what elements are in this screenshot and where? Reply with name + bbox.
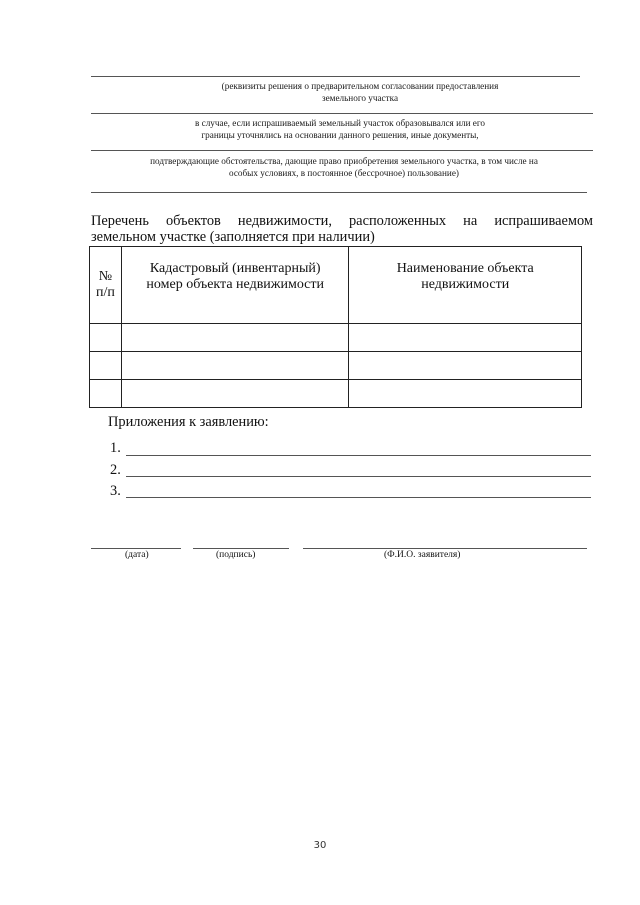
col-number-line1: № (98, 269, 113, 284)
attachment-number-1: 1. (110, 440, 121, 456)
table-cell-number[interactable] (90, 324, 122, 352)
attachment-line-3[interactable] (126, 497, 591, 498)
date-label: (дата) (125, 550, 149, 560)
decision-note-line1: (реквизиты решения о предварительном согласовании предоставления (221, 81, 499, 91)
col-object-name-line1: Наименование объекта (396, 261, 534, 276)
col-object-name-line2: недвижимости (421, 277, 510, 292)
col-cadastral-header (121, 247, 349, 324)
col-number-header (90, 247, 122, 324)
additional-documents-line[interactable] (91, 192, 587, 193)
confirming-documents-line[interactable] (91, 150, 593, 151)
signature-label: (подпись) (216, 550, 256, 560)
attachment-number-3: 3. (110, 483, 121, 499)
table-row (90, 352, 582, 380)
boundaries-note-line1: в случае, если испрашиваемый земельный участок образовывался или его (195, 118, 485, 128)
table-cell-number[interactable] (90, 380, 122, 408)
table-row (90, 324, 582, 352)
confirming-note-line2: особых условиях, в постоянное (бессрочное) пользование) (229, 168, 459, 178)
real-estate-objects-table (89, 246, 582, 408)
table-cell-object-name[interactable] (349, 380, 582, 408)
decision-requisites-note (160, 80, 560, 104)
boundaries-documents-line[interactable] (91, 113, 593, 114)
real-estate-list-heading-line1: Перечень объектов недвижимости, расположенных на испрашиваемом (91, 213, 593, 229)
real-estate-list-heading-line2: земельном участке (заполняется при наличии) (91, 229, 375, 245)
table-row (90, 380, 582, 408)
attachment-line-2[interactable] (126, 476, 591, 477)
confirming-note (96, 155, 592, 179)
attachment-line-1[interactable] (126, 455, 591, 456)
col-object-name-header (349, 247, 582, 324)
col-cadastral-line2: номер объекта недвижимости (146, 277, 324, 292)
date-line[interactable] (91, 548, 181, 549)
table-cell-object-name[interactable] (349, 352, 582, 380)
boundaries-note (140, 117, 540, 141)
confirming-note-line1: подтверждающие обстоятельства, дающие право приобретения земельного участка, в том числе на (150, 156, 538, 166)
boundaries-note-line2: границы уточнялись на основании данного решения, иные документы, (201, 130, 479, 140)
table-cell-cadastral[interactable] (121, 380, 349, 408)
attachments-title: Приложения к заявлению: (108, 414, 269, 430)
decision-requisites-line[interactable] (91, 76, 580, 77)
table-cell-cadastral[interactable] (121, 324, 349, 352)
table-cell-object-name[interactable] (349, 324, 582, 352)
attachment-number-2: 2. (110, 462, 121, 478)
table-header-row (90, 247, 582, 324)
col-cadastral-line1: Кадастровый (инвентарный) (149, 261, 321, 276)
applicant-name-label: (Ф.И.О. заявителя) (384, 550, 461, 560)
decision-note-line2: земельного участка (321, 93, 399, 103)
page-number: 30 (313, 840, 327, 851)
table-cell-cadastral[interactable] (121, 352, 349, 380)
signature-line[interactable] (193, 548, 289, 549)
table-cell-number[interactable] (90, 352, 122, 380)
col-number-line2: п/п (96, 285, 115, 300)
applicant-name-line[interactable] (303, 548, 587, 549)
